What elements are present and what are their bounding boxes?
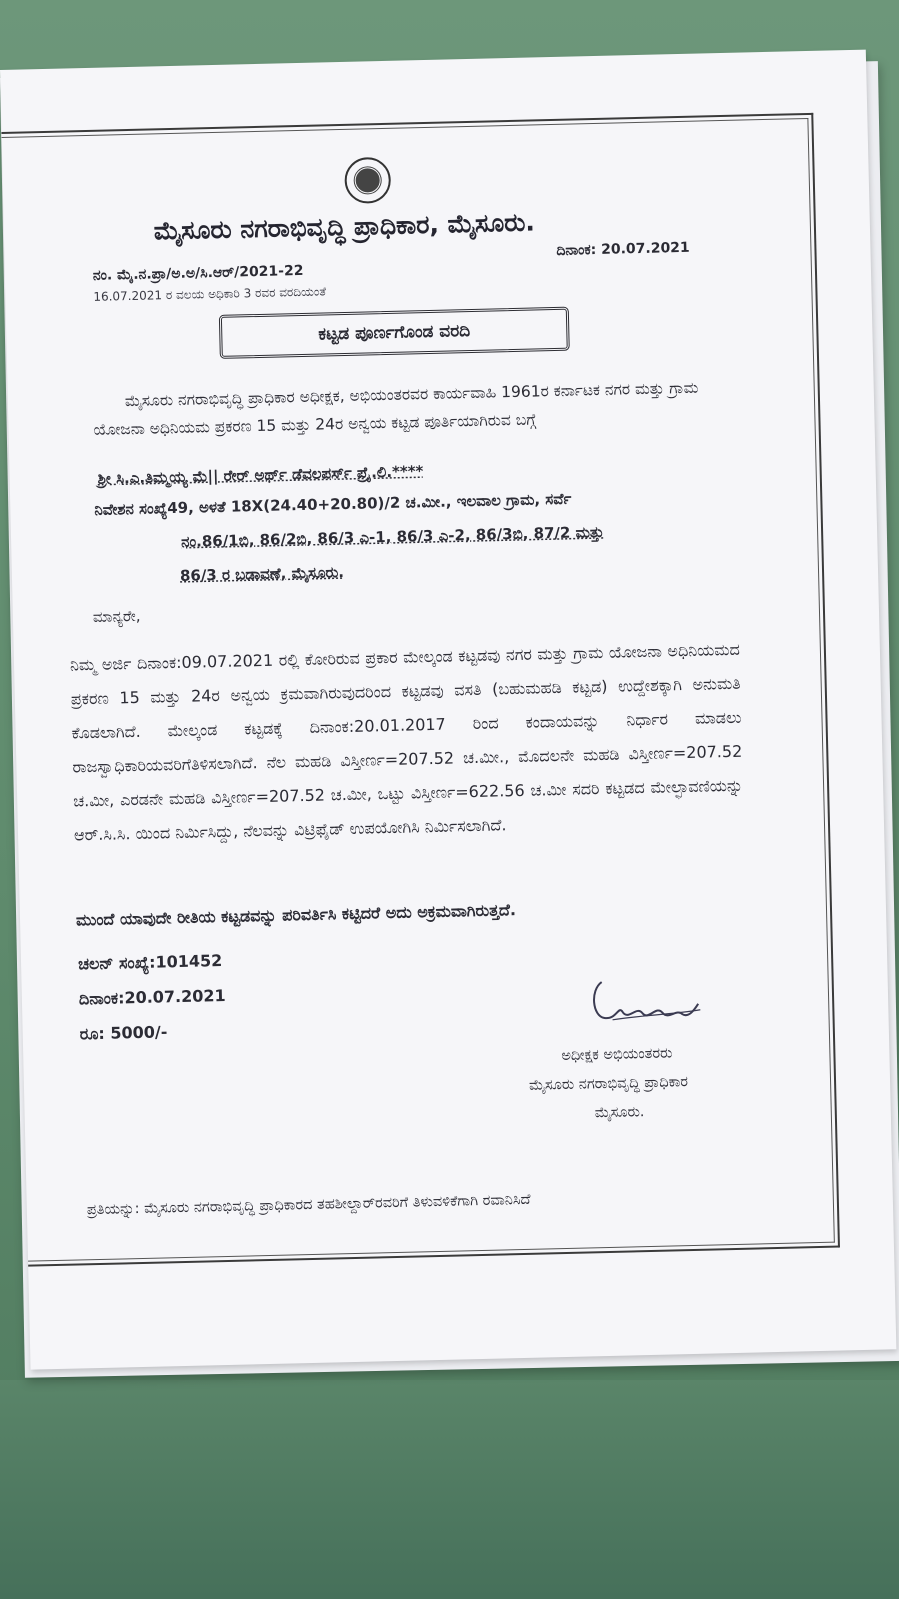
fee-amount: ರೂ: 5000/-: [79, 1022, 168, 1044]
warning-note: ಮುಂದೆ ಯಾವುದೇ ರೀತಿಯ ಕಟ್ಟಡವನ್ನು ಪರಿವರ್ತಿಸಿ ಕಟ್ಟಿದರೆ ಅದು ಅಕ್ರಮವಾಗಿರುತ್ತದೆ.: [75, 900, 517, 930]
header-date: ದಿನಾಂಕ: 20.07.2021: [556, 239, 690, 259]
document-content: [0, 50, 896, 1370]
report-title-box: [219, 307, 570, 359]
location-line-3: 86/3 ರ ಬಡಾವಣೆ, ಮೈಸೂರು.: [179, 563, 345, 585]
signatory-office: ಮೈಸೂರು ನಗರಾಭಿವೃದ್ಧಿ ಪ್ರಾಧಿಕಾರ: [528, 1074, 689, 1094]
salutation: ಮಾನ್ಯರೇ,: [92, 606, 141, 626]
intro-paragraph: ಮೈಸೂರು ನಗರಾಭಿವೃದ್ಧಿ ಪ್ರಾಧಿಕಾರ ಅಧೀಕ್ಷಕ, ಅಭಿಯಂತರವರ ಕಾರ್ಯವಾಹಿ 1961ರ ಕರ್ನಾಟಕ ನಗರ ಮತ್ತು ಗ್ರಾಮ ಯೋಜನಾ ಅಧಿನಿಯಮ ಪ್ರಕರಣ 15 ಮತ್ತು 24ರ ಅನ್ವಯ ಕಟ್ಟಡ ಪೂರ್ತಿಯಾಗಿರುವ ಬಗ್ಗೆ: [93, 378, 699, 439]
challan-date: ದಿನಾಂಕ:20.07.2021: [78, 985, 226, 1009]
document-page: [0, 50, 896, 1370]
signatory-designation: ಅಧೀಕ್ಷಕ ಅಭಿಯಂತರರು: [561, 1045, 673, 1065]
challan-number: ಚಲನ್ ಸಂಖ್ಯೆ:101452: [77, 951, 223, 974]
table-lower-surface: [0, 1380, 899, 1599]
organization-title: ಮೈಸೂರು ನಗರಾಭಿವೃದ್ಧಿ ಪ್ರಾಧಿಕಾರ, ಮೈಸೂರು.: [153, 207, 536, 246]
report-title: ಕಟ್ಟಡ ಪೂರ್ಣಗೊಂಡ ವರದಿ: [318, 320, 471, 345]
report-note: 16.07.2021 ರ ವಲಯ ಅಧಿಕಾರಿ 3 ರವರ ವರದಿಯಂತೆ: [93, 284, 327, 304]
applicant-name: ಶ್ರೀ ಸಿ.ಎ.ತಿಮ್ಮಯ್ಯ ಮೆ|| ರೇರ್ ಅರ್ಥ್ ಡೆವಲಪರ್ಸ್ ಪ್ರೈ.ಲಿ.****: [97, 462, 424, 488]
body-paragraph: ನಿಮ್ಮ ಅರ್ಜಿ ದಿನಾಂಕ:09.07.2021 ರಲ್ಲಿ ಕೋರಿರುವ ಪ್ರಕಾರ ಮೇಲ್ಕಂಡ ಕಟ್ಟಡವು ನಗರ ಮತ್ತು ಗ್ರಾಮ ಯೋಜನಾ ಅಧಿನಿಯಮದ ಪ್ರಕರಣ 15 ಮತ್ತು 24ರ ಅನ್ವಯ ಕ್ರಮವಾಗಿರುವುದರಿಂದ ಕಟ್ಟಡವು ವಸತಿ (ಬಹುಮಹಡಿ ಕಟ್ಟಡ) ಉದ್ದೇಶಕ್ಕಾಗಿ ಅನುಮತಿ ಕೊಡಲಾಗಿದೆ. ಮೇಲ್ಕಂಡ ಕಟ್ಟಡಕ್ಕೆ ದಿನಾಂಕ:20.01.2017 ರಿಂದ ಕಂದಾಯವನ್ನು ನಿರ್ಧಾರ ಮಾಡಲು ರಾಜಸ್ವಾಧಿಕಾರಿಯವರಿಗೆತಿಳಿಸಲಾಗಿದೆ. ನೆಲ ಮಹಡಿ ವಿಸ್ತೀರ್ಣ=207.52 ಚ.ಮೀ., ಮೊದಲನೇ ಮಹಡಿ ವಿಸ್ತೀರ್ಣ=207.52 ಚ.ಮೀ, ಎರಡನೇ ಮಹಡಿ ವಿಸ್ತೀರ್ಣ=207.52 ಚ.ಮೀ, ಒಟ್ಟು ವಿಸ್ತೀರ್ಣ=622.56 ಚ.ಮೀ ಸದರಿ ಕಟ್ಟಡದ ಮೇಲ್ಛಾವಣಿಯನ್ನು ಆರ್.ಸಿ.ಸಿ. ಯಿಂದ ನಿರ್ಮಿಸಿದ್ದು, ನೆಲವನ್ನು ವಿಟ್ರಿಫೈಡ್ ಉಪಯೋಗಿಸಿ ನಿರ್ಮಿಸಲಾಗಿದೆ.: [69, 639, 744, 845]
location-line-2: ನಂ.86/1ಬಿ, 86/2ಬಿ, 86/3 ಎ-1, 86/3 ಎ-2, 86/3ಬಿ, 87/2 ಮತ್ತು: [180, 522, 605, 551]
emblem-seal-icon: [344, 157, 391, 204]
signatory-place: ಮೈಸೂರು.: [594, 1104, 645, 1122]
emblem-center: [352, 165, 383, 196]
location-line-1: ನಿವೇಶನ ಸಂಖ್ಯೆ49, ಅಳತೆ 18X(24.40+20.80)/2 ಚ.ಮೀ., ಇಲವಾಲ ಗ್ರಾಮ, ಸರ್ವೆ: [94, 489, 572, 519]
reference-number: ನಂ. ಮೈ.ನ.ಪ್ರಾ/ಅ.ಅ/ಸಿ.ಆರ್/2021-22: [92, 262, 304, 284]
copy-to-note: ಪ್ರತಿಯನ್ನು: ಮೈಸೂರು ನಗರಾಭಿವೃದ್ಧಿ ಪ್ರಾಧಿಕಾರದ ತಹಶೀಲ್ದಾರ್‌ರವರಿಗೆ ತಿಳುವಳಿಕೆಗಾಗಿ ರವಾನಿಸಿದೆ: [86, 1191, 531, 1219]
handwritten-signature: [582, 974, 703, 1033]
